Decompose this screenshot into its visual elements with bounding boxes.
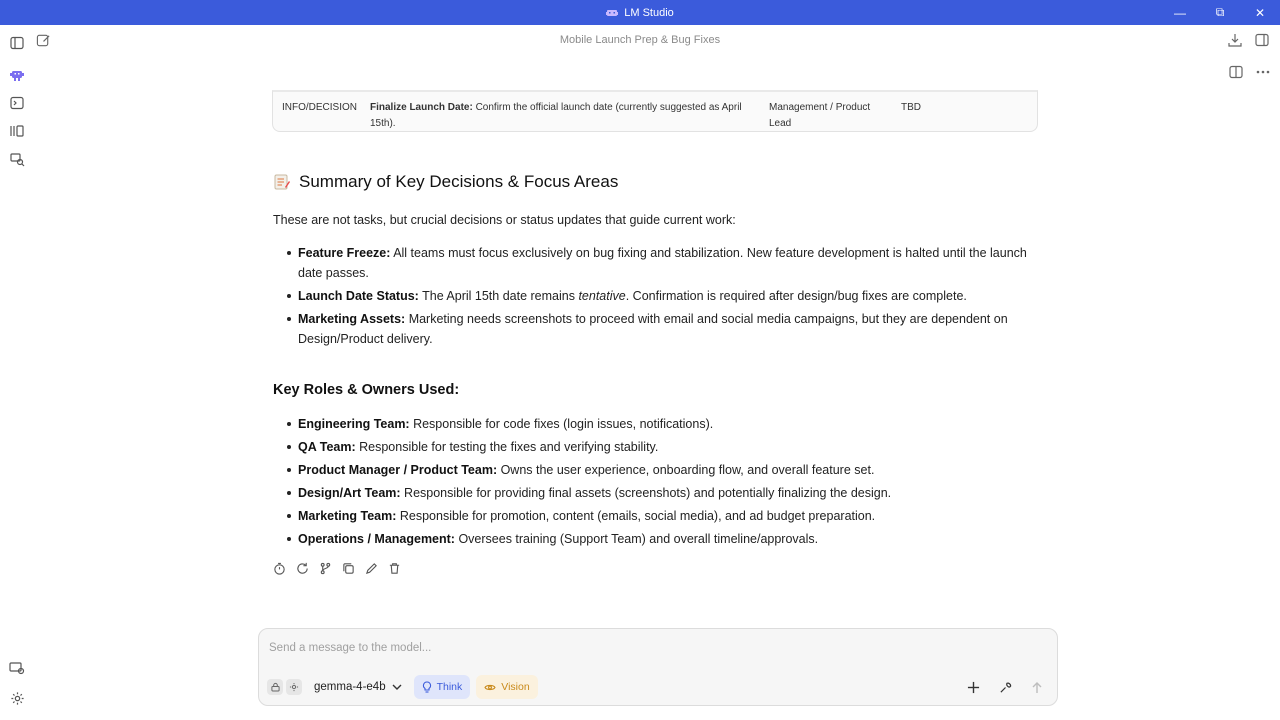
models-folder-icon[interactable] <box>7 121 27 141</box>
table-cell-due: TBD <box>901 102 921 113</box>
model-search-icon[interactable] <box>7 149 27 169</box>
message-input[interactable]: Send a message to the model... <box>269 642 432 654</box>
message-composer <box>258 628 1058 706</box>
list-item <box>298 483 1033 503</box>
right-panel-toggle-icon[interactable] <box>1252 30 1272 50</box>
list-item-label: Launch Date Status: <box>298 289 419 303</box>
send-arrow-icon[interactable] <box>1027 677 1047 697</box>
model-name: gemma-4-e4b <box>314 681 386 693</box>
conversation-title: Mobile Launch Prep & Bug Fixes <box>559 34 721 46</box>
app-title <box>606 7 674 19</box>
delete-trash-icon[interactable] <box>386 560 402 576</box>
list-item-text: Responsible for promotion, content (emails, social media), and ad budget preparation. <box>396 509 876 523</box>
regenerate-icon[interactable] <box>294 560 310 576</box>
model-settings-gear-icon[interactable] <box>286 679 302 695</box>
vision-toggle-button[interactable] <box>476 675 537 699</box>
message-actions <box>271 560 402 576</box>
summary-list <box>298 243 1033 349</box>
list-item-text: Owns the user experience, onboarding flow, and overall feature set. <box>497 463 875 477</box>
developer-icon[interactable] <box>7 658 27 678</box>
edit-pencil-icon[interactable] <box>363 560 379 576</box>
list-item <box>298 460 1033 480</box>
list-item-text: All teams must focus exclusively on bug fixing and stabilization. New feature development is halted until the launch date passes. <box>298 246 1027 280</box>
add-attachment-icon[interactable] <box>963 677 983 697</box>
list-item-label: Feature Freeze: <box>298 246 391 260</box>
list-item <box>298 243 1033 283</box>
task-text: Confirm the official launch date (currently suggested as April 15th). <box>370 102 742 129</box>
list-item-text: Marketing needs screenshots to proceed with email and social media campaigns, but they are dependent on Design/Product delivery. <box>298 312 1008 346</box>
settings-gear-icon[interactable] <box>7 688 27 708</box>
close-icon[interactable]: ✕ <box>1254 5 1266 20</box>
lightbulb-icon <box>422 681 432 693</box>
new-chat-edit-icon[interactable] <box>33 30 53 50</box>
download-icon[interactable] <box>1225 30 1245 50</box>
chevron-down-icon <box>392 684 402 691</box>
list-item <box>298 506 1033 526</box>
timer-icon[interactable] <box>271 560 287 576</box>
left-rail <box>0 25 34 720</box>
list-item-label: Marketing Team: <box>298 509 397 523</box>
model-selector[interactable] <box>308 681 408 693</box>
list-item <box>298 414 1033 434</box>
lm-studio-logo-icon <box>606 8 618 18</box>
list-item-text: The April 15th date remains <box>418 289 579 303</box>
branch-icon[interactable] <box>317 560 333 576</box>
summary-intro: These are not tasks, but crucial decisions or status updates that guide current work: <box>273 213 736 227</box>
title-bar <box>0 0 1280 25</box>
restore-icon[interactable]: ⧉ <box>1215 5 1225 19</box>
tools-wrench-icon[interactable] <box>995 677 1015 697</box>
list-item <box>298 529 1033 549</box>
summary-heading <box>273 172 618 192</box>
more-options-icon[interactable] <box>1253 62 1273 82</box>
roles-list <box>298 414 1033 549</box>
think-toggle-button[interactable] <box>414 675 471 699</box>
list-item-label: Marketing Assets: <box>298 312 406 326</box>
list-item-text: Responsible for testing the fixes and verifying stability. <box>355 440 659 454</box>
window-title: LM Studio <box>624 6 674 19</box>
list-item-label: Design/Art Team: <box>298 486 401 500</box>
task-label: Finalize Launch Date: <box>370 102 473 113</box>
list-item-text: Responsible for providing final assets (screenshots) and potentially finalizing the design. <box>400 486 892 500</box>
list-item <box>298 437 1033 457</box>
split-view-icon[interactable] <box>1226 62 1246 82</box>
terminal-icon[interactable] <box>7 93 27 113</box>
list-item-label: Engineering Team: <box>298 417 410 431</box>
table-cell-owner: Management / Product Lead <box>769 102 871 129</box>
action-items-table <box>272 90 1038 132</box>
list-item-text: Oversees training (Support Team) and overall timeline/approvals. <box>454 532 819 546</box>
memo-icon <box>273 173 291 191</box>
list-item-emphasis: tentative <box>578 289 626 303</box>
copy-icon[interactable] <box>340 560 356 576</box>
vision-label: Vision <box>501 681 530 693</box>
think-label: Think <box>436 681 463 693</box>
list-item-text: Responsible for code fixes (login issues, notifications). <box>409 417 714 431</box>
list-item-label: Product Manager / Product Team: <box>298 463 498 477</box>
list-item-text: . Confirmation is required after design/bug fixes are complete. <box>625 289 967 303</box>
list-item-label: Operations / Management: <box>298 532 455 546</box>
lock-icon[interactable] <box>267 679 283 695</box>
list-item <box>298 309 1033 349</box>
minimize-icon[interactable]: — <box>1174 5 1186 20</box>
list-item <box>298 286 1033 306</box>
table-cell-task <box>370 100 750 132</box>
list-item-label: QA Team: <box>298 440 356 454</box>
roles-heading: Key Roles & Owners Used: <box>273 382 460 398</box>
table-cell-type: INFO/DECISION <box>282 102 358 113</box>
chat-robot-icon[interactable] <box>7 65 27 85</box>
summary-heading-text: Summary of Key Decisions & Focus Areas <box>299 172 619 191</box>
eye-icon <box>484 683 496 692</box>
